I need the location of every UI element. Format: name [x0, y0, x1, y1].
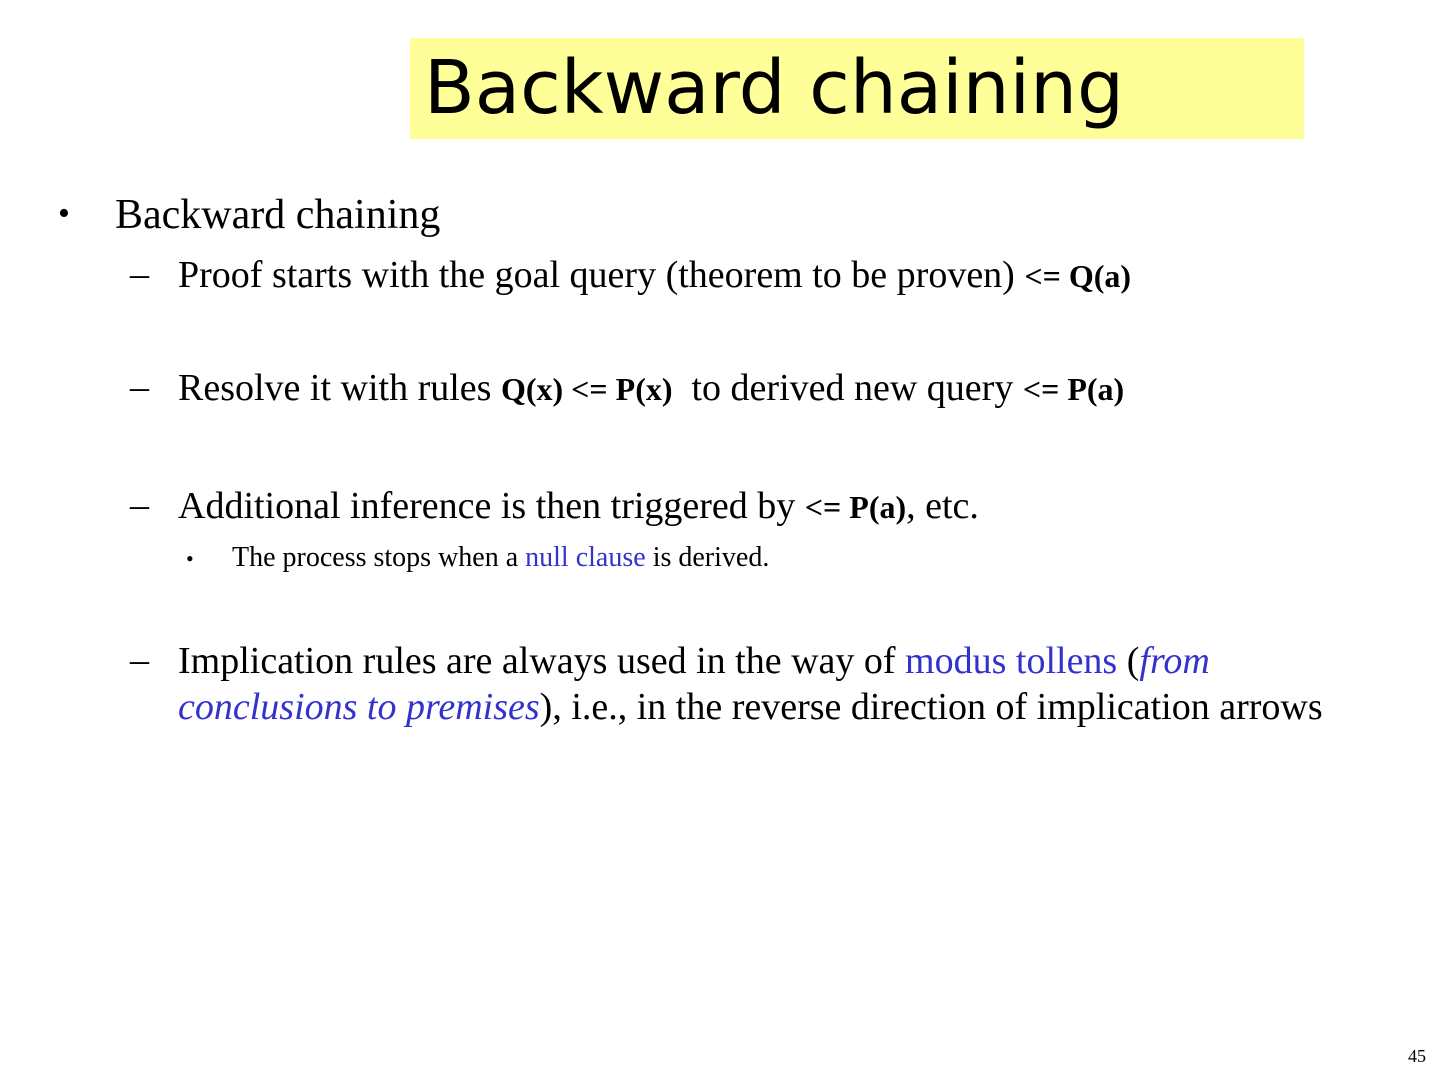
- item-proof-starts: [178, 252, 1131, 299]
- subitem-process-stops-text: The process stops when a: [232, 542, 526, 573]
- null-clause-term: null clause: [525, 542, 646, 573]
- item-proof-starts-text: Proof starts with the goal query (theorem to be proven): [178, 254, 1025, 296]
- subitem-process-stops-post: is derived.: [645, 542, 770, 573]
- open-paren: (: [1117, 640, 1140, 682]
- item-additional-inference-post: , etc.: [906, 485, 979, 527]
- item-resolve-rules-mid: to derived new query: [672, 367, 1023, 409]
- modus-tollens-term: modus tollens: [905, 640, 1118, 682]
- rule-expression: Q(x) <= P(x): [500, 371, 673, 407]
- page-number: 45: [1408, 1046, 1426, 1066]
- dash-icon: –: [130, 484, 149, 526]
- item-additional-inference: [178, 483, 979, 530]
- goal-query-expression: <= Q(a): [1024, 258, 1132, 294]
- inference-query-expression: <= P(a): [804, 489, 907, 525]
- item-implication-rules-post: ), i.e., in the reverse direction of implication arrows: [539, 686, 1323, 728]
- conclusions-to-premises-term: from conclusions to premises: [178, 640, 1210, 728]
- dash-icon: –: [130, 639, 149, 681]
- item-implication-rules-text: Implication rules are always used in the way of: [178, 640, 906, 682]
- bullet-backward-chaining: Backward chaining: [115, 192, 441, 238]
- item-implication-rules: [178, 638, 1358, 730]
- item-resolve-rules-text: Resolve it with rules: [178, 367, 501, 409]
- slide-title: Backward chaining: [424, 45, 1124, 131]
- new-query-expression: <= P(a): [1022, 371, 1125, 407]
- item-resolve-rules: [178, 365, 1124, 412]
- dash-icon: –: [130, 366, 149, 408]
- title-banner: [410, 38, 1304, 139]
- subitem-process-stops: [232, 541, 769, 575]
- dash-icon: –: [130, 253, 149, 295]
- sub-bullet-icon: •: [186, 546, 194, 571]
- bullet-icon: •: [58, 195, 70, 232]
- item-additional-inference-text: Additional inference is then triggered by: [178, 485, 805, 527]
